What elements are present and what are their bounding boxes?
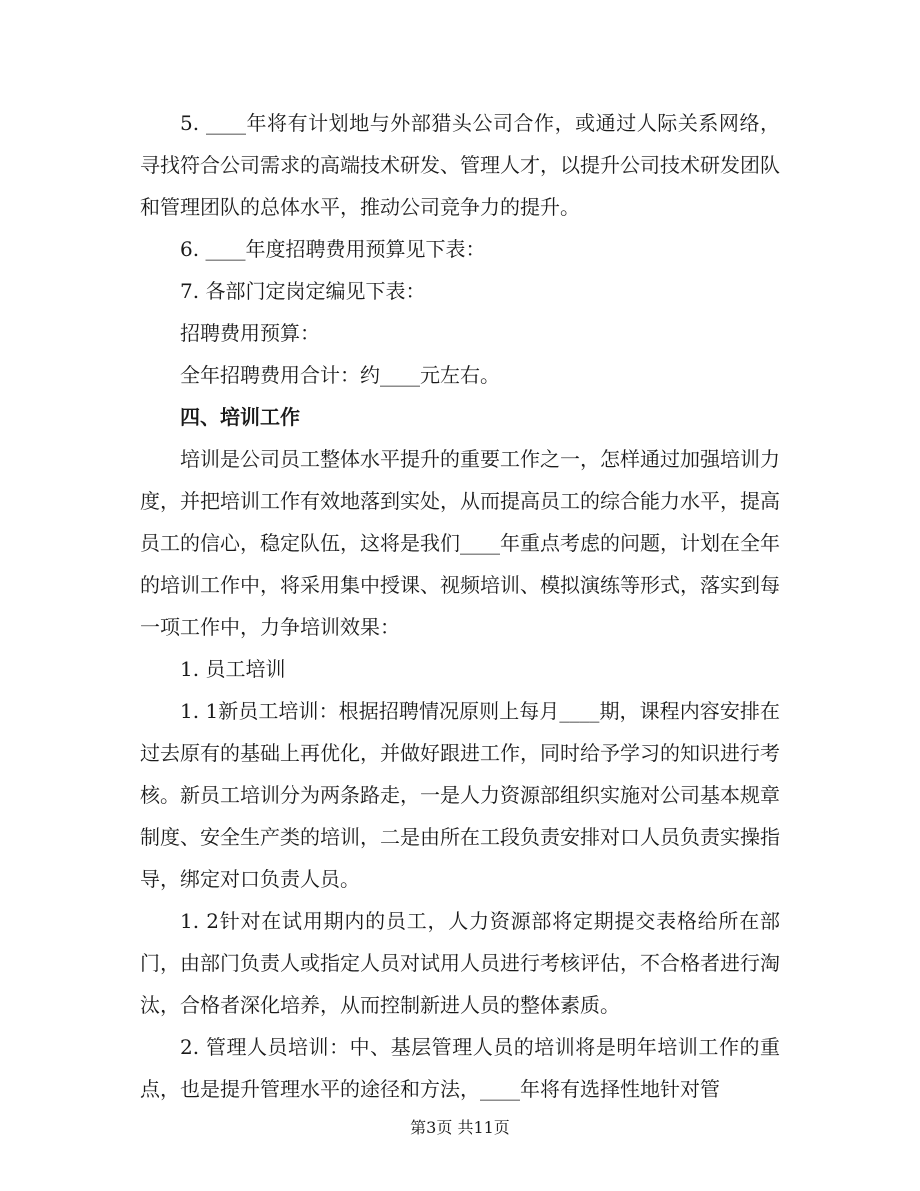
new-employee-training-paragraph: 1. 1新员工培训：根据招聘情况原则上每月____期，课程内容安排在过去原有的基础上再优化，并做好跟进工作，同时给予学习的知识进行考核。新员工培训分为两条路走，一是人力资源部组织实施对公司基本规章制度、安全生产类的培训，二是由所在工段负责安排对口人员负责实操指导，绑定对口负责人员。: [140, 699, 780, 891]
management-training-paragraph: 2. 管理人员培训：中、基层管理人员的培训将是明年培训工作的重点，也是提升管理水平的途径和方法，____年将有选择性地针对管: [140, 1035, 780, 1101]
paragraph-item-6: 6. ____年度招聘费用预算见下表：: [180, 237, 486, 261]
document-body: [140, 102, 780, 1110]
recruitment-total-cost: 全年招聘费用合计：约____元左右。: [180, 363, 500, 387]
paragraph-item-5: 5. ____年将有计划地与外部猎头公司合作，或通过人际关系网络，寻找符合公司需求的高端技术研发、管理人才，以提升公司技术研发团队和管理团队的总体水平，推动公司竞争力的提升。: [140, 111, 780, 219]
recruitment-budget-label: 招聘费用预算：: [180, 321, 320, 345]
paragraph-item-7: 7. 各部门定岗定编见下表：: [180, 279, 426, 303]
employee-training-heading: 1. 员工培训: [180, 657, 286, 681]
probation-employee-paragraph: 1. 2针对在试用期内的员工，人力资源部将定期提交表格给所在部门，由部门负责人或指定人员对试用人员进行考核评估，不合格者进行淘汰，合格者深化培养，从而控制新进人员的整体素质。: [140, 909, 780, 1017]
training-intro-paragraph: 培训是公司员工整体水平提升的重要工作之一，怎样通过加强培训力度，并把培训工作有效地落到实处，从而提高员工的综合能力水平，提高员工的信心，稳定队伍，这将是我们____年重点考虑的问题，计划在全年的培训工作中，将采用集中授课、视频培训、模拟演练等形式，落实到每一项工作中，力争培训效果：: [140, 447, 780, 639]
page-number-footer: 第3页 共11页: [410, 1118, 510, 1137]
section-heading-training: 四、培训工作: [180, 405, 300, 429]
